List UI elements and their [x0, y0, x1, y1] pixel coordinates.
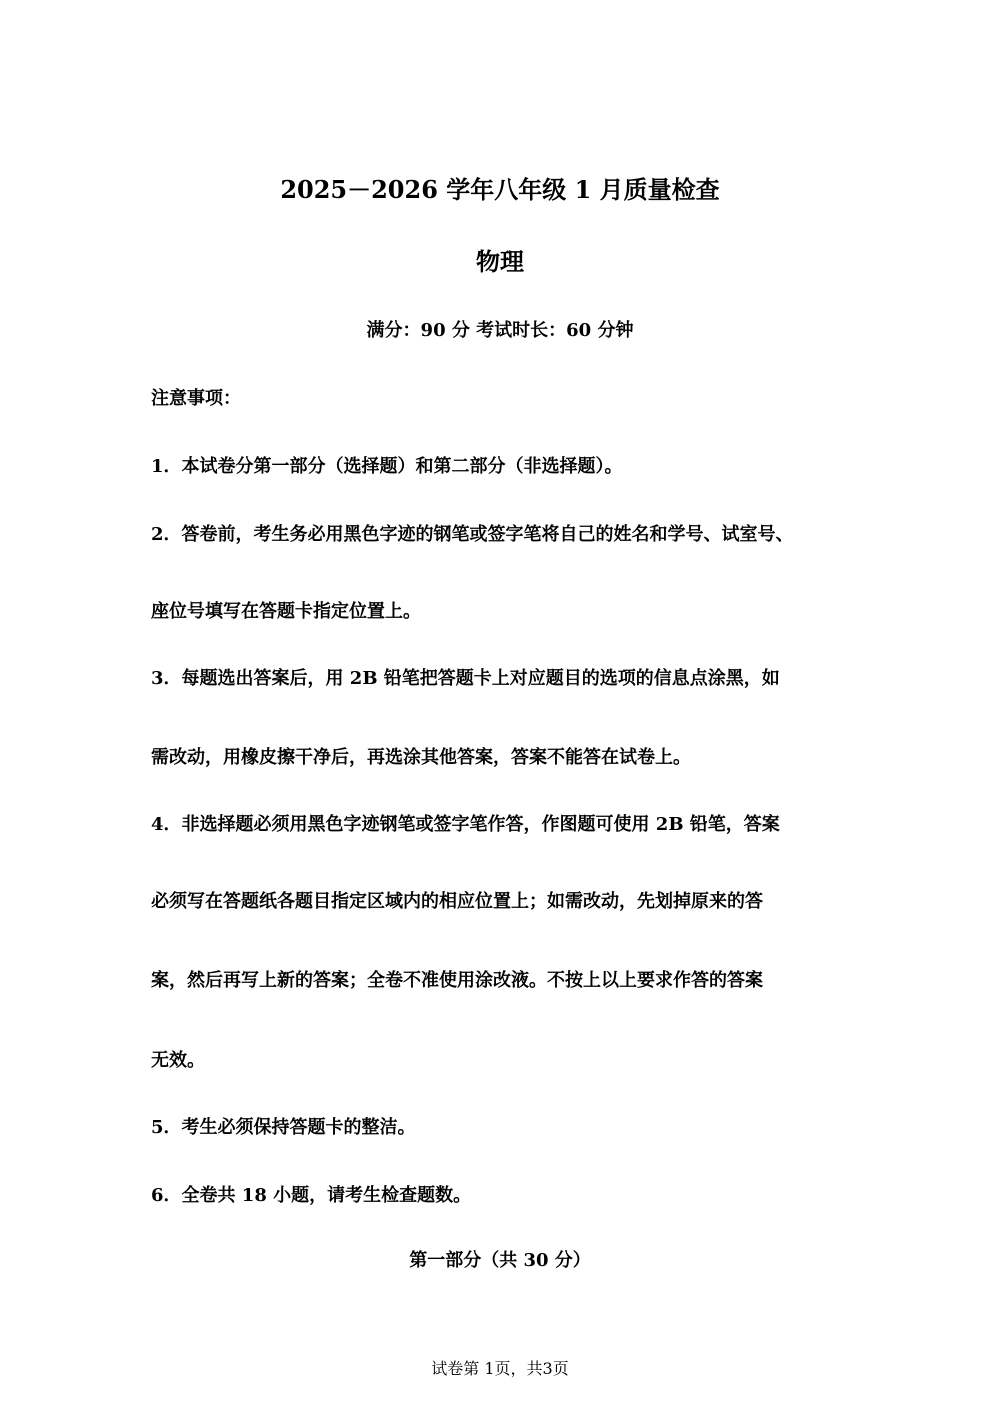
notice-line: 1．本试卷分第一部分（选择题）和第二部分（非选择题）。 [151, 456, 623, 477]
notice-line: 4．非选择题必须用黑色字迹钢笔或签字笔作答，作图题可使用 2B 铅笔，答案 [151, 814, 780, 835]
notice-line: 座位号填写在答题卡指定位置上。 [151, 601, 421, 622]
notice-line: 5．考生必须保持答题卡的整洁。 [151, 1117, 416, 1138]
notice-line: 案，然后再写上新的答案；全卷不准使用涂改液。不按上以上要求作答的答案 [151, 970, 763, 991]
page-footer: 试卷第 1页，共3页 [431, 1359, 569, 1378]
exam-meta: 满分：90 分 考试时长：60 分钟 [366, 320, 634, 341]
exam-title: 2025－2026 学年八年级 1 月质量检查 [280, 175, 720, 204]
notice-heading: 注意事项： [151, 388, 241, 409]
section-title: 第一部分（共 30 分） [409, 1250, 591, 1271]
notice-line: 2．答卷前，考生务必用黑色字迹的钢笔或签字笔将自己的姓名和学号、试室号、 [151, 524, 794, 545]
notice-line: 需改动，用橡皮擦干净后，再选涂其他答案，答案不能答在试卷上。 [151, 747, 691, 768]
notice-line: 3．每题选出答案后，用 2B 铅笔把答题卡上对应题目的选项的信息点涂黑，如 [151, 668, 780, 689]
subject-title: 物理 [476, 247, 524, 276]
notice-line: 无效。 [151, 1050, 205, 1071]
notice-line: 6．全卷共 18 小题，请考生检查题数。 [151, 1185, 472, 1206]
notice-line: 必须写在答题纸各题目指定区域内的相应位置上；如需改动，先划掉原来的答 [151, 891, 763, 912]
